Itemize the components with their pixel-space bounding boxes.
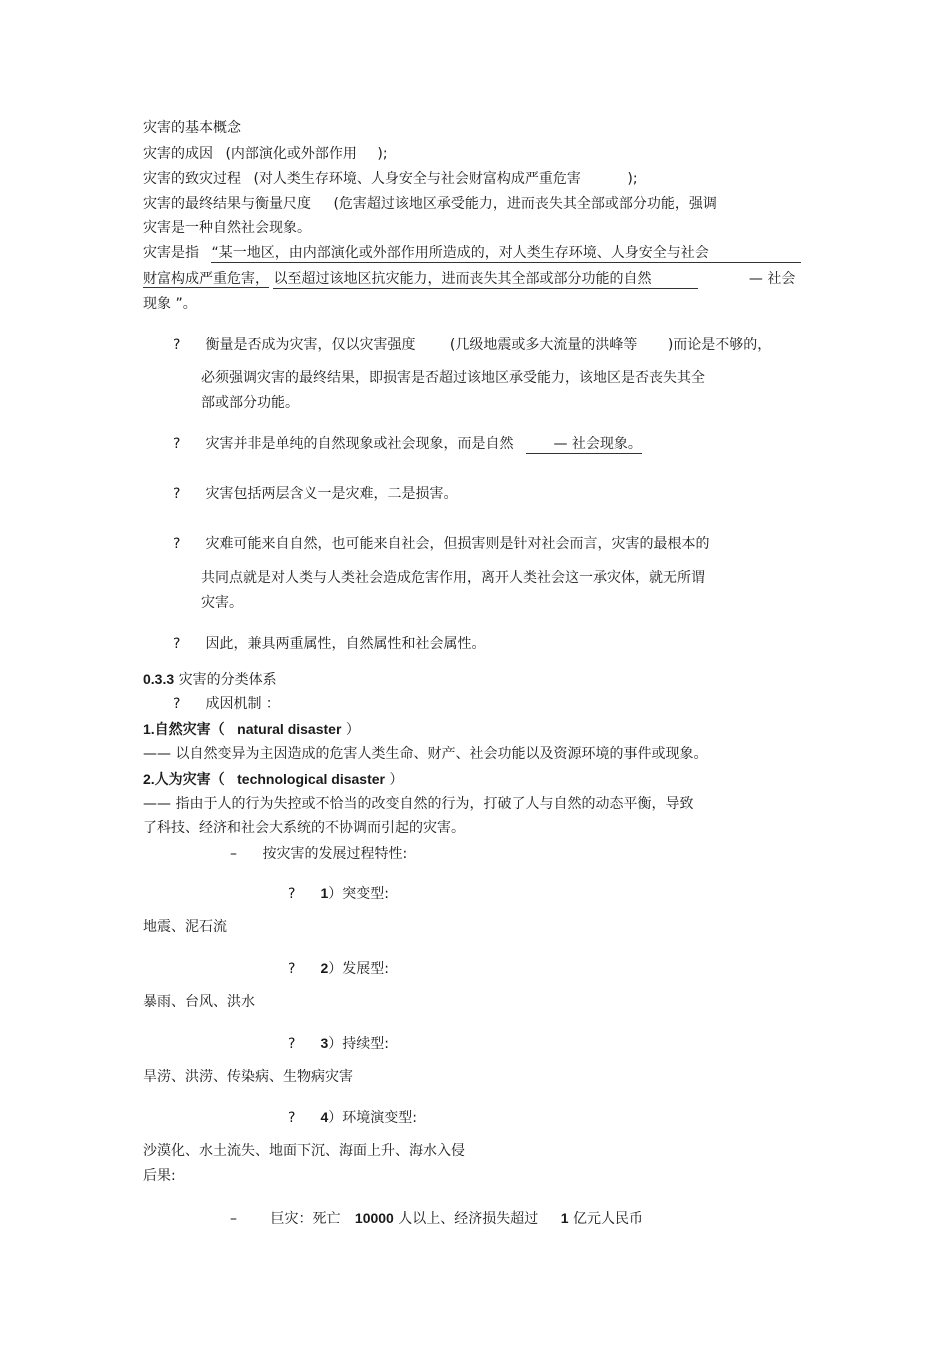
bullet-marker: ? [173, 337, 181, 353]
human-description-1: —— 指由于人的行为失控或不恰当的改变自然的行为，打破了人与自然的动态平衡，导致 [143, 796, 694, 812]
bullet-1 [173, 336, 771, 354]
bullet-2-text-b: — 社会现象。 [526, 435, 642, 454]
result-tail: 灾害是一种自然社会现象。 [143, 220, 311, 236]
natural-disaster-heading [143, 720, 360, 739]
natural-label: 1.自然灾害（ [143, 721, 225, 737]
type-4 [288, 1108, 417, 1127]
type-1-number: 1 [320, 885, 329, 901]
definition-part-c: — 社会 [748, 271, 796, 287]
natural-close: ） [345, 722, 360, 738]
definition-prefix: 灾害是指 [143, 245, 199, 261]
bullet-marker: ? [173, 436, 181, 452]
bullet-marker: ? [288, 961, 296, 977]
bullet-4-line-3: 灾害。 [201, 595, 243, 611]
bullet-marker: ? [288, 886, 296, 902]
process-line [143, 170, 638, 188]
type-4-examples: 沙漠化、水土流失、地面下沉、海面上升、海水入侵 [143, 1143, 465, 1159]
type-3-label: ）持续型: [328, 1036, 389, 1052]
mechanism-line [173, 695, 280, 713]
process-end: ); [627, 171, 638, 187]
human-description-2: 了科技、经济和社会大系统的不协调而引起的灾害。 [143, 820, 465, 836]
mechanism-text: 成因机制 ： [205, 696, 280, 712]
type-1-examples: 地震、泥石流 [143, 919, 227, 935]
result-label: 灾害的最终结果与衡量尺度 [143, 196, 311, 212]
huge-number-deaths: 10000 [354, 1210, 394, 1226]
human-disaster-heading [143, 770, 403, 789]
by-process-line [230, 845, 407, 863]
bullet-1-line-2: 必须强调灾害的最终结果，即损害是否超过该地区承受能力，该地区是否丧失其全 [201, 370, 705, 386]
type-4-number: 4 [320, 1109, 329, 1125]
type-4-label: ）环境演变型: [328, 1110, 417, 1126]
huge-text-c: 亿元人民币 [573, 1211, 643, 1227]
classification-heading [143, 670, 277, 689]
bullet-marker: ? [173, 536, 181, 552]
definition-line-1 [143, 244, 801, 263]
huge-text-a: 巨灾：死亡 [270, 1211, 341, 1227]
bullet-4 [173, 535, 709, 553]
definition-line-2 [143, 270, 795, 289]
result-line [143, 195, 717, 213]
section-title: 灾害的基本概念 [143, 120, 241, 136]
type-2-number: 2 [320, 960, 329, 976]
result-paren: (危害超过该地区承受能力，进而丧失其全部或部分功能，强调 [333, 196, 717, 212]
dash-marker: – [230, 1211, 237, 1227]
type-2-examples: 暴雨、台风、洪水 [143, 994, 255, 1010]
cause-label: 灾害的成因 [143, 146, 213, 162]
definition-part-b: 以至超过该地区抗灾能力，进而丧失其全部或部分功能的自然 [273, 270, 698, 289]
consequence-label: 后果: [143, 1168, 176, 1184]
definition-quote-start: “某一地区，由内部演化或外部作用所造成的，对人类生存环境、人身安全与社会 [211, 244, 801, 263]
bullet-marker: ? [288, 1036, 296, 1052]
type-3-number: 3 [320, 1035, 329, 1051]
natural-description: —— 以自然变异为主因造成的危害人类生命、财产、社会功能以及资源环境的事件或现象。 [143, 746, 708, 762]
huge-disaster-line [230, 1209, 643, 1228]
bullet-4-line-2: 共同点就是对人类与人类社会造成危害作用，离开人类社会这一承灾体，就无所谓 [201, 570, 705, 586]
bullet-marker: ? [173, 636, 181, 652]
type-1 [288, 884, 389, 903]
definition-line-3: 现象 ”。 [143, 296, 197, 312]
type-2-label: ）发展型: [328, 961, 389, 977]
bullet-5-text: 因此，兼具两重属性，自然属性和社会属性。 [205, 636, 486, 652]
type-3-examples: 旱涝、洪涝、传染病、生物病灾害 [143, 1069, 353, 1085]
huge-text-b: 人以上、经济损失超过 [398, 1211, 539, 1227]
human-label: 2.人为灾害（ [143, 771, 225, 787]
type-1-label: ）突变型: [328, 886, 389, 902]
cause-line [143, 145, 388, 163]
bullet-1-text-a: 衡量是否成为灾害，仅以灾害强度 [205, 337, 416, 353]
bullet-3 [173, 485, 457, 503]
bullet-2-text-a: 灾害并非是单纯的自然现象或社会现象，而是自然 [205, 436, 514, 452]
type-2 [288, 959, 389, 978]
heading-text: 灾害的分类体系 [178, 672, 277, 688]
huge-number-loss: 1 [560, 1210, 569, 1226]
bullet-marker: ? [288, 1110, 296, 1126]
bullet-1-text-c: )而论是不够的， [667, 337, 772, 353]
natural-english: natural disaster [237, 721, 342, 737]
heading-number: 0.3.3 [143, 671, 175, 687]
definition-part-a: 财富构成严重危害， [143, 271, 269, 287]
human-english: technological disaster [237, 771, 385, 787]
process-label: 灾害的致灾过程 [143, 171, 241, 187]
bullet-1-line-3: 部或部分功能。 [201, 395, 299, 411]
dash-marker: – [230, 846, 237, 862]
bullet-marker: ? [173, 696, 181, 712]
bullet-1-text-b: (几级地震或多大流量的洪峰等 [449, 337, 638, 353]
human-close: ） [389, 772, 404, 788]
process-paren: (对人类生存环境、人身安全与社会财富构成严重危害 [253, 171, 581, 187]
bullet-marker: ? [173, 486, 181, 502]
by-process-text: 按灾害的发展过程特性: [262, 846, 408, 862]
cause-paren: (内部演化或外部作用 [225, 146, 357, 162]
bullet-4-text: 灾难可能来自自然，也可能来自社会，但损害则是针对社会而言，灾害的最根本的 [205, 536, 710, 552]
bullet-5 [173, 635, 485, 653]
type-3 [288, 1034, 389, 1053]
cause-end: ); [377, 146, 388, 162]
bullet-3-text: 灾害包括两层含义一是灾难，二是损害。 [205, 486, 458, 502]
bullet-2 [173, 435, 642, 454]
